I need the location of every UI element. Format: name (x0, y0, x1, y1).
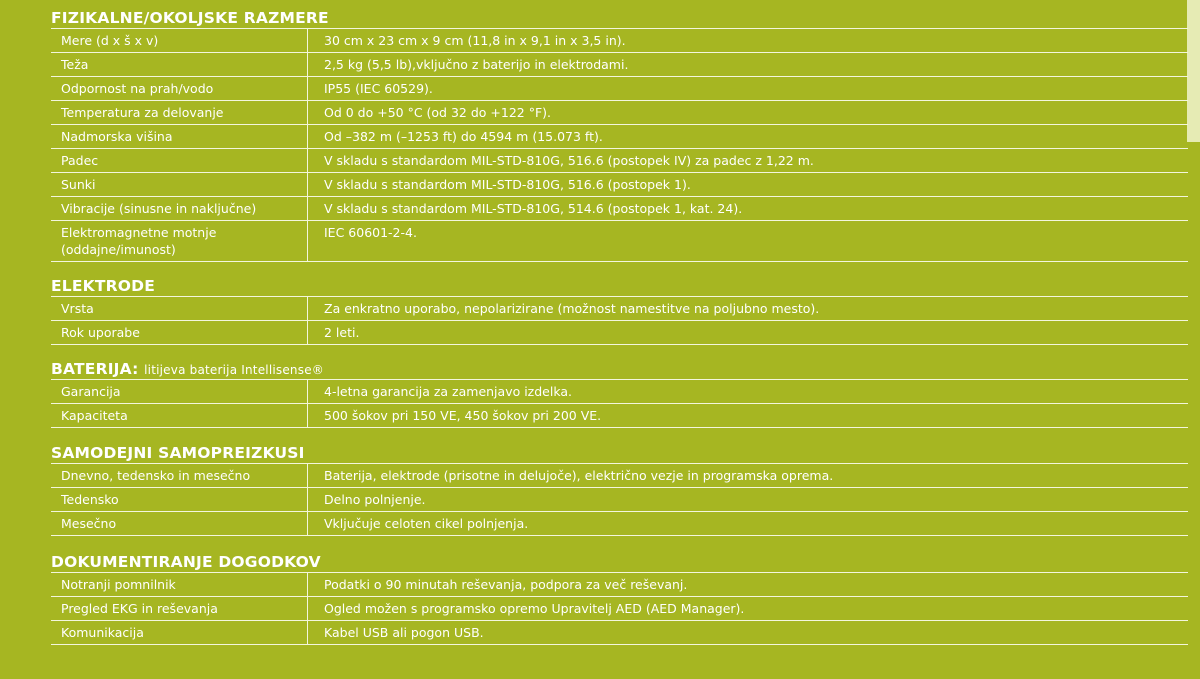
row-value: Od 0 do +50 °C (od 32 do +122 °F). (324, 105, 551, 120)
section-title: FIZIKALNE/OKOLJSKE RAZMERE (51, 9, 329, 27)
table-row (51, 621, 1188, 645)
spec-table (51, 296, 1188, 345)
row-label: Tedensko (51, 488, 308, 511)
row-label: Mesečno (51, 512, 308, 535)
row-label (51, 221, 308, 261)
row-label: Odpornost na prah/vodo (51, 77, 308, 100)
row-label: Notranji pomnilnik (51, 573, 308, 596)
spec-table (51, 28, 1188, 262)
table-row (51, 29, 1188, 53)
table-row (51, 512, 1188, 536)
table-row (51, 297, 1188, 321)
row-value: 4-letna garancija za zamenjavo izdelka. (324, 384, 572, 399)
row-label: Temperatura za delovanje (51, 101, 308, 124)
table-row (51, 464, 1188, 488)
row-value: Baterija, elektrode (prisotne in delujoče), električno vezje in programska oprema. (324, 468, 834, 483)
section-self-tests (51, 443, 1188, 536)
row-value: Za enkratno uporabo, nepolarizirane (možnost namestitve na poljubno mesto). (324, 301, 820, 316)
spec-sheet (51, 8, 1188, 645)
row-value: V skladu s standardom MIL-STD-810G, 516.6 (postopek 1). (324, 177, 691, 192)
row-value: 500 šokov pri 150 VE, 450 šokov pri 200 VE. (324, 408, 602, 423)
row-value: Od –382 m (–1253 ft) do 4594 m (15.073 ft). (324, 129, 603, 144)
row-label: Dnevno, tedensko in mesečno (51, 464, 308, 487)
section-title-main: BATERIJA: (51, 360, 139, 378)
table-row (51, 380, 1188, 404)
section-event-documentation (51, 552, 1188, 645)
table-row (51, 173, 1188, 197)
row-value: 2 leti. (324, 325, 360, 340)
section-title: DOKUMENTIRANJE DOGODKOV (51, 553, 321, 571)
section-title: SAMODEJNI SAMOPREIZKUSI (51, 444, 305, 462)
row-label: Mere (d x š x v) (51, 29, 308, 52)
row-value: Podatki o 90 minutah reševanja, podpora za več reševanj. (324, 577, 688, 592)
row-label: Vibracije (sinusne in naključne) (51, 197, 308, 220)
table-row (51, 321, 1188, 345)
table-row (51, 197, 1188, 221)
section-electrodes (51, 276, 1188, 345)
spec-table (51, 463, 1188, 536)
section-title (51, 359, 1188, 379)
row-label-line-2: (oddajne/imunost) (61, 242, 176, 257)
table-row (51, 101, 1188, 125)
row-label: Garancija (51, 380, 308, 403)
table-row (51, 53, 1188, 77)
section-subtitle: litijeva baterija Intellisense® (144, 363, 324, 377)
row-label: Sunki (51, 173, 308, 196)
row-value: V skladu s standardom MIL-STD-810G, 514.6 (postopek 1, kat. 24). (324, 201, 743, 216)
table-row (51, 125, 1188, 149)
table-row (51, 77, 1188, 101)
row-value: IP55 (IEC 60529). (324, 81, 433, 96)
row-label: Rok uporabe (51, 321, 308, 344)
section-battery (51, 359, 1188, 428)
row-label: Nadmorska višina (51, 125, 308, 148)
row-value: Kabel USB ali pogon USB. (324, 625, 484, 640)
row-label: Komunikacija (51, 621, 308, 644)
row-value: 30 cm x 23 cm x 9 cm (11,8 in x 9,1 in x 3,5 in). (324, 33, 626, 48)
row-label: Vrsta (51, 297, 308, 320)
row-label: Kapaciteta (51, 404, 308, 427)
page-edge-strip (1187, 0, 1200, 142)
table-row (51, 221, 1188, 262)
row-label-line-1: Elektromagnetne motnje (61, 225, 217, 240)
row-value: IEC 60601-2-4. (324, 225, 417, 240)
spec-table (51, 572, 1188, 645)
row-label: Pregled EKG in reševanja (51, 597, 308, 620)
row-value: 2,5 kg (5,5 lb),vključno z baterijo in elektrodami. (324, 57, 629, 72)
row-value: V skladu s standardom MIL-STD-810G, 516.6 (postopek IV) za padec z 1,22 m. (324, 153, 814, 168)
spec-table (51, 379, 1188, 428)
row-value: Vključuje celoten cikel polnjenja. (324, 516, 529, 531)
row-value: Ogled možen s programsko opremo Upravitelj AED (AED Manager). (324, 601, 745, 616)
section-physical-environmental (51, 8, 1188, 262)
section-title: ELEKTRODE (51, 277, 156, 295)
table-row (51, 597, 1188, 621)
table-row (51, 573, 1188, 597)
row-label: Teža (51, 53, 308, 76)
table-row (51, 404, 1188, 428)
table-row (51, 149, 1188, 173)
table-row (51, 488, 1188, 512)
row-value: Delno polnjenje. (324, 492, 426, 507)
row-label: Padec (51, 149, 308, 172)
